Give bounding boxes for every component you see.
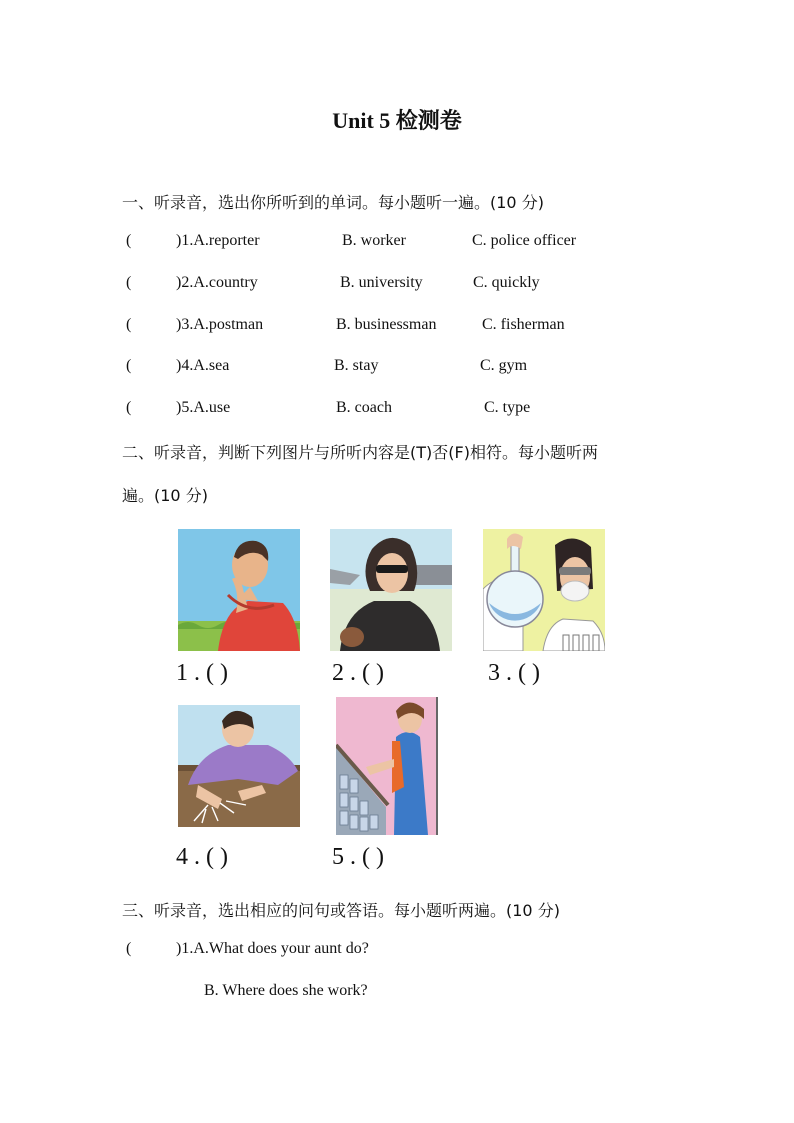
section1-heading: 一、听录音，选出你所听到的单词。每小题听一遍。(10 分) — [122, 193, 544, 212]
picture-2-label: 2 . ( ) — [332, 660, 384, 686]
farmer-watering-illustration — [178, 705, 300, 827]
option-b: B. coach — [336, 399, 392, 416]
option-b: B. stay — [334, 357, 379, 374]
option-b: B. Where does she work? — [204, 982, 368, 999]
answer-paren: ( — [126, 357, 132, 374]
option-c: C. fisherman — [482, 316, 565, 333]
section2-heading: 二、听录音，判断下列图片与所听内容是(T)否(F)相符。每小题听两 — [122, 443, 598, 462]
option-c: C. gym — [480, 357, 528, 374]
picture-5-label: 5 . ( ) — [332, 844, 384, 870]
option-c: C. police officer — [472, 232, 577, 249]
option-a: )5.A.use — [176, 399, 231, 416]
picture-3-label: 3 . ( ) — [488, 660, 540, 686]
option-b: B. worker — [342, 232, 406, 249]
factory-worker-illustration — [336, 697, 438, 835]
option-b: B. university — [340, 274, 423, 291]
answer-paren: ( — [126, 316, 132, 333]
answer-paren: ( — [126, 399, 132, 416]
section3-heading: 三、听录音，选出相应的问句或答语。每小题听两遍。(10 分) — [122, 901, 560, 920]
pilot-woman-illustration — [330, 529, 452, 651]
option-a: )1.A.reporter — [176, 232, 260, 249]
option-b: B. businessman — [336, 316, 437, 333]
answer-paren: ( — [126, 940, 132, 957]
page-title: Unit 5 检测卷 — [332, 108, 462, 133]
answer-paren: ( — [126, 274, 132, 291]
option-a: )1.A.What does your aunt do? — [176, 940, 369, 957]
option-a: )3.A.postman — [176, 316, 264, 333]
option-a: )2.A.country — [176, 274, 258, 291]
option-c: C. type — [484, 399, 531, 416]
section2-heading-cont: 遍。(10 分) — [122, 486, 208, 505]
picture-1-label: 1 . ( ) — [176, 660, 228, 686]
picture-4-label: 4 . ( ) — [176, 844, 228, 870]
scientist-flask-illustration — [483, 529, 605, 651]
coach-whistle-illustration — [178, 529, 300, 651]
answer-paren: ( — [126, 232, 132, 249]
option-a: )4.A.sea — [176, 357, 230, 374]
option-c: C. quickly — [473, 274, 540, 291]
